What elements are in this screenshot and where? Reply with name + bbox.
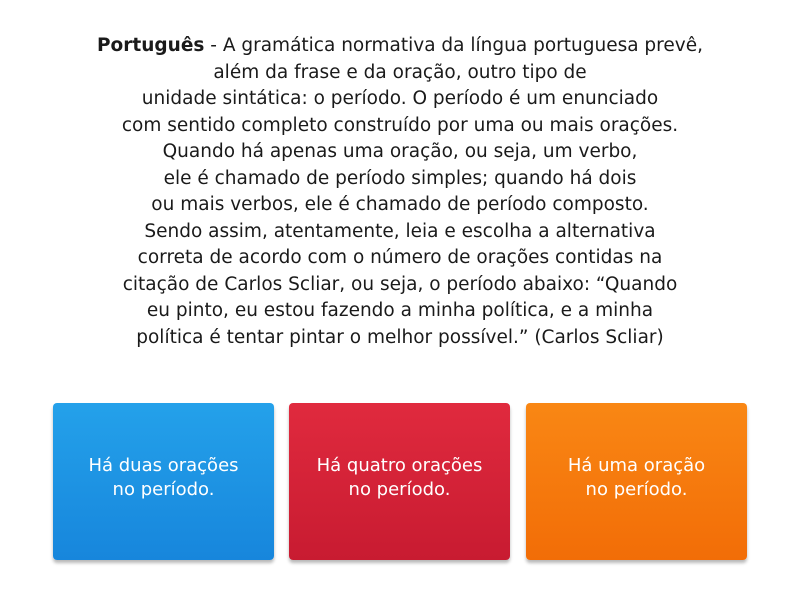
question-line: política é tentar pintar o melhor possível.” (Carlos Scliar) bbox=[136, 326, 664, 348]
answer-label-line: no período. bbox=[585, 478, 688, 500]
question-line: ou mais verbos, ele é chamado de período composto. bbox=[151, 194, 649, 215]
question-line: eu pinto, eu estou fazendo a minha política, e a minha bbox=[146, 300, 654, 321]
answer-option-two-clauses[interactable] bbox=[53, 403, 274, 560]
answer-label bbox=[68, 456, 258, 504]
answer-option-one-clause[interactable] bbox=[526, 403, 747, 560]
answer-label bbox=[297, 456, 503, 504]
answer-label-line: Há quatro orações bbox=[316, 454, 483, 476]
answer-label-line: no período. bbox=[112, 478, 215, 500]
question-text bbox=[40, 33, 760, 351]
question-line: além da frase e da oração, outro tipo de bbox=[213, 61, 587, 83]
answer-label-line: no período. bbox=[348, 478, 451, 500]
question-line-text: - A gramática normativa da língua portuguesa prevê, bbox=[204, 35, 703, 56]
question-line: com sentido completo construído por uma ou mais orações. bbox=[121, 114, 679, 136]
question-line: citação de Carlos Scliar, ou seja, o período abaixo: “Quando bbox=[122, 273, 678, 295]
answer-option-four-clauses[interactable] bbox=[289, 403, 510, 560]
question-line: unidade sintática: o período. O período é um enunciado bbox=[141, 88, 659, 109]
question-line: ele é chamado de período simples; quando há dois bbox=[163, 167, 637, 189]
answer-options bbox=[0, 403, 800, 563]
question-line bbox=[40, 33, 760, 60]
question-line: Sendo assim, atentamente, leia e escolha a alternativa bbox=[144, 220, 656, 242]
subject-label: Português bbox=[97, 35, 205, 56]
answer-label-line: Há duas orações bbox=[88, 454, 239, 476]
question-line: Quando há apenas uma oração, ou seja, um verbo, bbox=[162, 141, 638, 162]
answer-label-line: Há uma oração bbox=[567, 454, 706, 476]
question-line: correta de acordo com o número de orações contidas na bbox=[137, 247, 663, 268]
answer-label bbox=[548, 456, 725, 504]
